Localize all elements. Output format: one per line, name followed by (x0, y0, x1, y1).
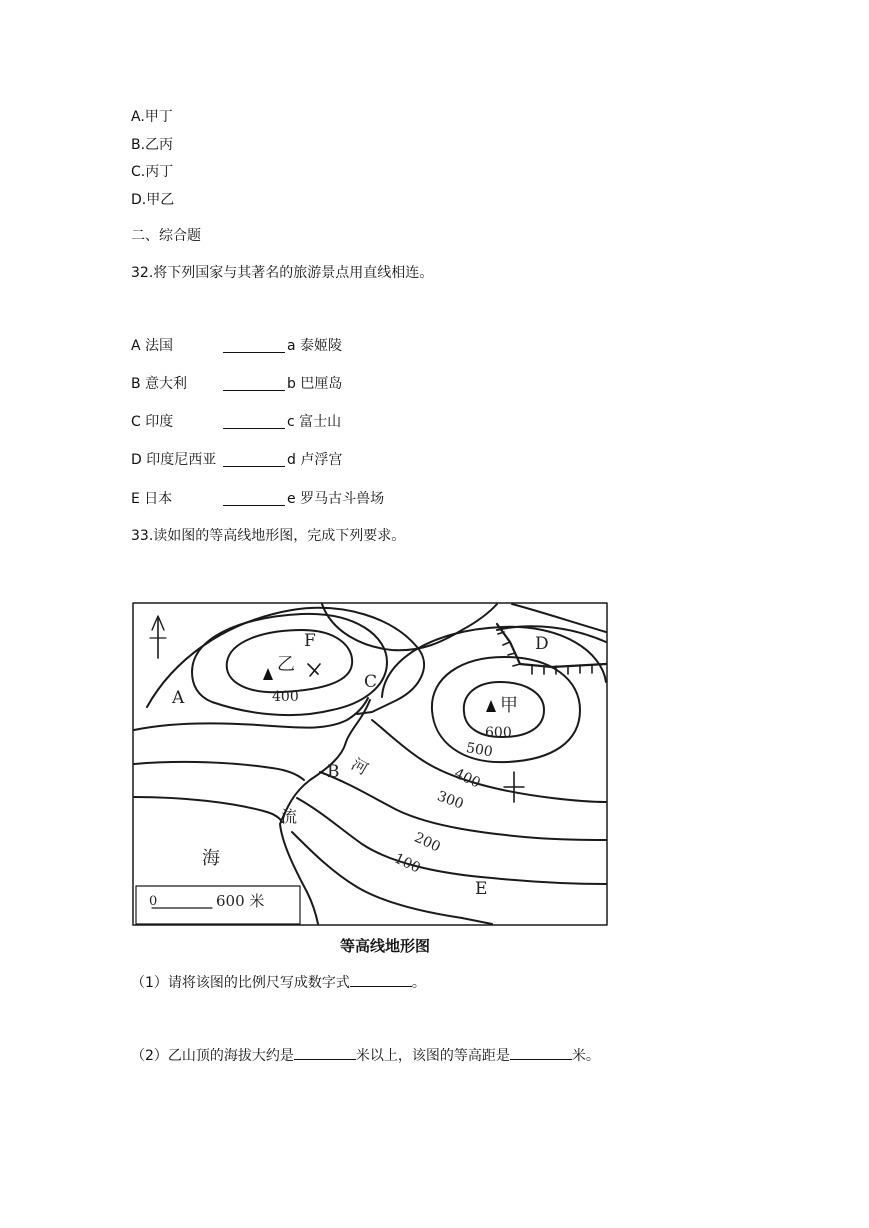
contour-200 (297, 798, 606, 884)
answer-blank (294, 1045, 356, 1060)
sub1-text-after: 。 (411, 975, 426, 991)
country-label: C 印度 (131, 414, 174, 430)
place-label: d 卢浮宫 (287, 452, 343, 468)
sub1-text-before: （1）请将该图的比例尺写成数字式 (131, 975, 350, 991)
figure-caption: 等高线地形图 (340, 937, 431, 955)
river-char: 流 (281, 807, 298, 826)
peak-jia-label: 甲 (500, 695, 518, 716)
point-e-label: E (475, 879, 488, 899)
peak-jia-icon (486, 700, 496, 712)
sub-question-2 (131, 1045, 600, 1065)
scale-value-label: 600 米 (216, 892, 265, 910)
contour-label: 100 (391, 850, 423, 877)
match-blank (223, 352, 285, 353)
option-a: A.甲丁 (131, 109, 173, 125)
match-blank (223, 428, 285, 429)
place-label: b 巴厘岛 (287, 376, 343, 392)
contour-line (497, 626, 606, 642)
contour-line (134, 698, 368, 730)
country-label: D 印度尼西亚 (131, 452, 217, 468)
point-d-label: D (535, 634, 549, 654)
country-label: B 意大利 (131, 376, 188, 392)
sub2-text-after: 米。 (571, 1048, 600, 1064)
contour-label: 600 (485, 725, 512, 741)
sub-question-1 (131, 972, 426, 992)
answer-blank (510, 1045, 572, 1060)
contour-map (132, 602, 608, 926)
contour-label: 200 (411, 829, 443, 856)
place-label: e 罗马古斗兽场 (287, 491, 385, 507)
contour-label: 300 (434, 788, 466, 813)
cliff-d (497, 624, 606, 667)
peak-yi-icon (263, 668, 273, 680)
place-label: a 泰姬陵 (287, 338, 343, 354)
point-c-label: C (364, 672, 378, 692)
contour-line (134, 797, 282, 822)
contour-100 (292, 829, 492, 924)
match-blank (223, 466, 285, 467)
contour-label: 400 (272, 689, 299, 705)
option-d: D.甲乙 (131, 192, 175, 208)
scale-zero-label: 0 (149, 894, 158, 909)
contour-label: 500 (464, 740, 494, 761)
contour-line (134, 762, 304, 780)
question-32-prompt: 32.将下列国家与其著名的旅游景点用直线相连。 (131, 265, 434, 281)
section-heading: 二、综合题 (131, 228, 201, 244)
contour-label: 400 (451, 765, 483, 792)
peak-yi-label: 乙 (277, 654, 295, 675)
point-f-label: F (304, 631, 316, 651)
option-c: C.丙丁 (131, 164, 174, 180)
sea-label: 海 (202, 848, 220, 869)
point-a-label: A (172, 688, 185, 708)
sub2-text-middle: 米以上，该图的等高距是 (355, 1048, 510, 1064)
point-b-label: B (327, 762, 340, 782)
match-blank (223, 390, 285, 391)
river-char: 河 (348, 754, 372, 779)
place-label: c 富士山 (287, 414, 342, 430)
country-label: E 日本 (131, 491, 173, 507)
option-b: B.乙丙 (131, 137, 174, 153)
country-label: A 法国 (131, 338, 174, 354)
match-blank (223, 505, 285, 506)
question-33-prompt: 33.读如图的等高线地形图，完成下列要求。 (131, 528, 406, 544)
answer-blank (350, 972, 412, 987)
sub2-text-before: （2）乙山顶的海拔大约是 (131, 1048, 294, 1064)
